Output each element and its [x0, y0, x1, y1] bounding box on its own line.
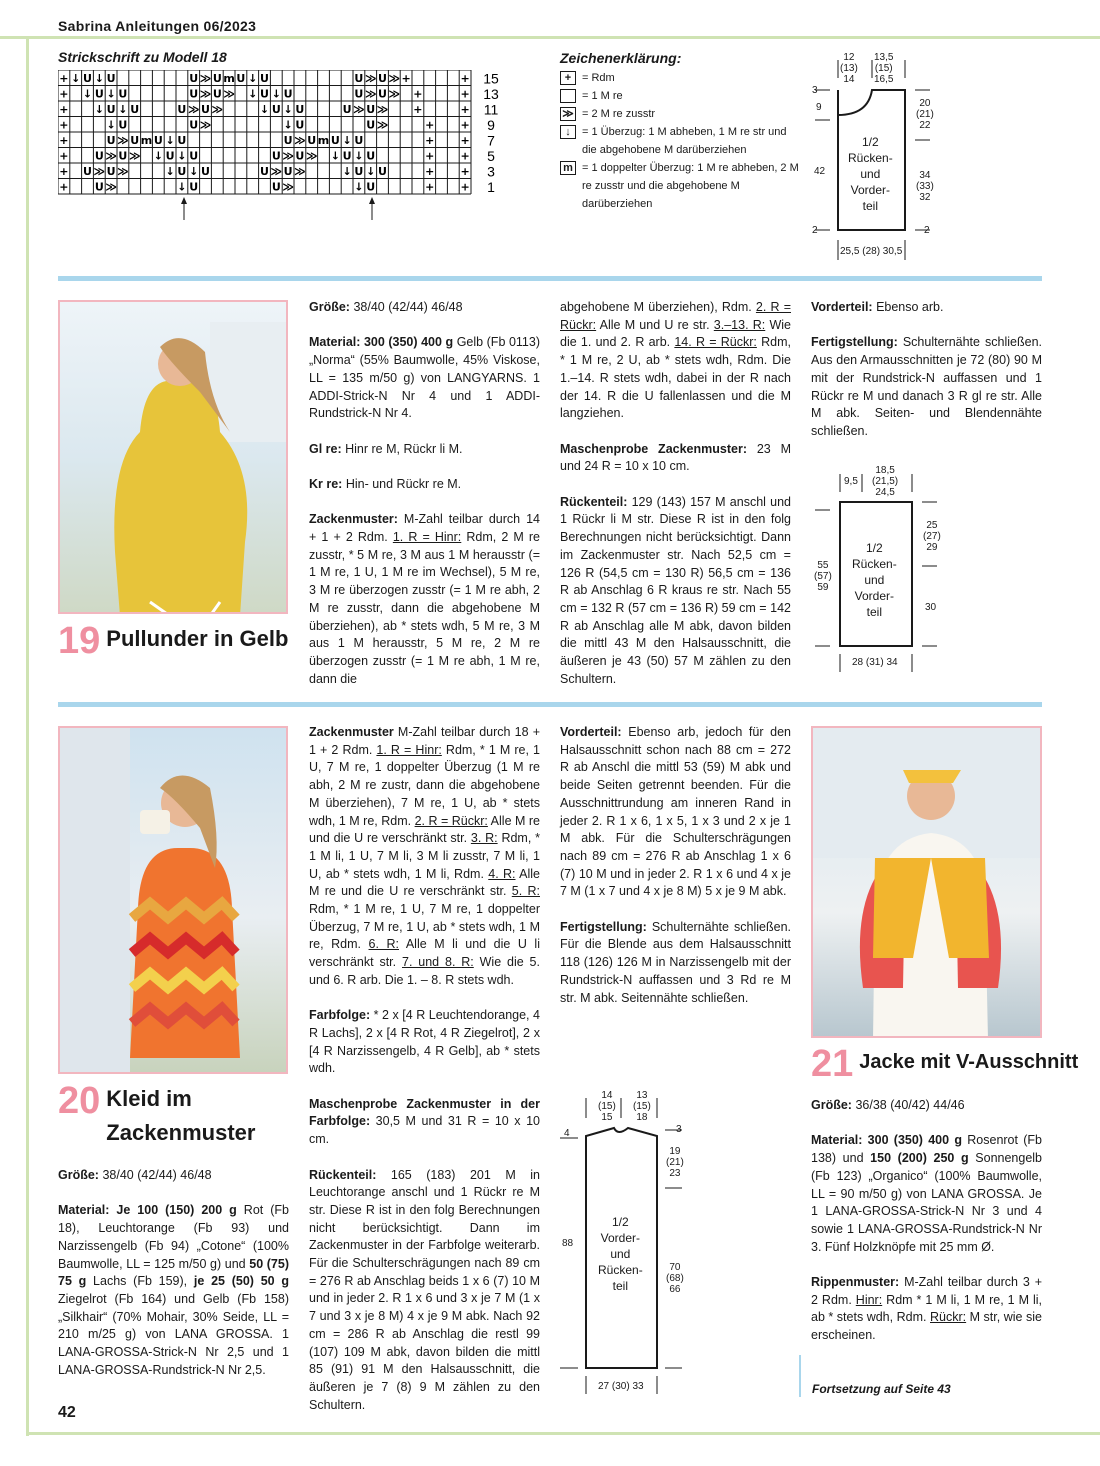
- paragraph: Rippenmuster: M-Zahl teilbar durch 3 + 2 Rdm. Hinr: Rdm * 1 M li, 1 M re, 1 M li, ab * stets wdh, Rdm. Rückr: M str, wie sie erscheinen.: [811, 1275, 1043, 1343]
- paragraph: Zackenmuster: M-Zahl teilbar durch 14 + 1 + 2 Rdm. 1. R = Hinr: Rdm, 2 M re zusstr, * 5 M re, 3 M aus 1 M herausstr (= 1 M re, 1 U, 1 M re im Wechsel), 5 M re, 3 M re überzogen zusstr (= 1 M re abh, 2 M re zusstr, dann die abgehobene M überziehen), ab * stets wdh, 5 M re, 3 M aus 1 M herausstr, 5 M re, 2 M re überzogen zusstr (= 1 M re abh, 1 M re, dann die: [309, 512, 541, 686]
- chart-symbol: ≫: [364, 72, 377, 85]
- chart-symbol: U: [212, 87, 222, 101]
- page-number: 42: [58, 1404, 76, 1421]
- chart-symbol: ↓: [165, 165, 175, 178]
- chart-symbol: ≫: [294, 165, 306, 178]
- photo-model-19: [58, 300, 288, 614]
- schematic-model-19: 9,5 18,5 (21,5) 24,5 55 (57) 59 25 (27) 29 30 28 (31) 34 1/2 Rücken- und Vorder- teil: [814, 465, 941, 668]
- chart-symbol: U: [212, 72, 222, 85]
- chart-row-number: 15: [483, 70, 499, 87]
- chart-symbol: U: [260, 87, 269, 101]
- chart-symbol: U: [295, 103, 305, 116]
- chart-row-number: 9: [487, 117, 495, 133]
- edge-stitch-icon: +: [560, 71, 576, 85]
- chart-symbol: +: [425, 165, 435, 178]
- chart-symbol: U: [354, 134, 364, 147]
- chart-symbol: U: [271, 149, 281, 163]
- chart-symbol: +: [425, 180, 435, 194]
- chart-symbol: +: [59, 118, 69, 132]
- knitting-chart: [58, 70, 518, 225]
- chart-symbol: ≫: [376, 118, 389, 132]
- chart-symbol: ≫: [93, 165, 106, 178]
- chart-symbol: ≫: [117, 165, 129, 178]
- chart-symbol: ↓: [106, 87, 116, 101]
- chart-symbol: ↓: [94, 72, 104, 85]
- chart-symbol: U: [330, 134, 340, 147]
- model-19-column-2: [560, 299, 791, 688]
- paragraph: Vorderteil: Ebenso arb, jedoch für den Halsausschnitt schon nach 88 cm = 272 R ab Anschl die mittl 53 (59) M abk und beide Seiten getrennt beenden. Für die Ausschnittrundung am inneren Rand in jeder 2. R 1 x 6, 1 x 5, 1 x 3 und 2 x je 1 M abk. Für die Schulterschrägungen nach 89 cm = 276 R ab Anschlag 1 x 6 (7) 10 M und in jeder 2. R 1 x 6 und 4 x je 7 M (1 x 7 und 4 x je 8 M) 5 x je 9 M abk.: [560, 725, 791, 899]
- model-19-column-3: [811, 299, 1042, 441]
- chart-row-number: 5: [487, 148, 495, 164]
- chart-symbol: ≫: [388, 87, 401, 101]
- chart-symbol: ↓: [189, 165, 199, 178]
- section-divider: [58, 276, 1042, 281]
- chart-symbol: +: [460, 87, 470, 101]
- chart-symbol: U: [94, 180, 104, 194]
- chart-symbol: U: [260, 165, 269, 178]
- chart-symbol: ↓: [177, 180, 187, 194]
- chart-symbol: ≫: [199, 72, 212, 85]
- chart-symbol: U: [271, 180, 281, 194]
- schematic-label: 1/2 Vorder- und Rücken- teil: [598, 1215, 643, 1293]
- chart-symbol: U: [83, 165, 92, 178]
- chart-symbol: +: [460, 165, 470, 178]
- photo-model-21: [811, 726, 1042, 1038]
- chart-symbol: U: [283, 87, 293, 101]
- legend-item: ≫ = 2 M re zusstr: [560, 105, 800, 123]
- chart-symbol: +: [59, 134, 69, 147]
- chart-symbol: ≫: [282, 180, 294, 194]
- chart-symbol: ≫: [199, 87, 212, 101]
- chart-symbol: ↓: [283, 118, 293, 132]
- legend-item: + = Rdm: [560, 69, 800, 87]
- chart-title: Strickschrift zu Modell 18: [58, 49, 227, 65]
- model-20-title: [58, 1082, 255, 1150]
- chart-symbol: ≫: [105, 149, 117, 163]
- chart-symbol: ≫: [376, 103, 389, 116]
- paragraph: Material: Je 100 (150) 200 g Rot (Fb 18), Leuchtorange (Fb 93) und Narzissengelb (Fb 94) „Cotone“ (100% Baumwolle, LL = 125 m/50 g) und 50 (75) 75 g Lachs (Fb 159), je 25 (50) 50 g Ziegelrot (Fb 164) und Gelb (Fb 158) „Silkhair“ (70% Mohair, 30% Seide, LL = 210 m/25 g) von LANA GROSSA. 1 LANA-GROSSA-Strick-N Nr 2,5 und 1 LANA-GROSSA-Rundstrick-N Nr 2,5.: [58, 1203, 290, 1377]
- paragraph: Zackenmuster M-Zahl teilbar durch 18 + 1 + 2 Rdm. 1. R = Hinr: Rdm, * 1 M re, 1 U, 7 M re, 1 doppelter Überzug (1 M re abh, 2 M re zustr, dann die abgehobene M überziehen), 7 M re, 1 U, ab * stets wdh, 1 M re, Rdm. 2. R = Rückr: Alle M re und die U re verschränkt str. 3. R: Rdm, * 1 M li, 1 U, 7 M li, 3 M li zusstr, 7 M li, 1 U, ab * stets wdh, 1 M li, Rdm. 4. R: Alle M re und die U re verschränkt str. 5. R: Rdm, * 1 M re, 1 U, 7 M re, 1 doppelter Überzug, 7 M re, 1 U, ab * stets wdh, 1 M re, Rdm. 6. R: Alle M li und die U li verschränkt str. 7. und 8. R: Wie die 5. und 6. R arb. Die 1. – 8. R stets wdh.: [309, 725, 540, 987]
- chart-symbol: U: [165, 149, 175, 163]
- paragraph: Vorderteil: Ebenso arb.: [811, 300, 944, 314]
- chart-symbol: ≫: [187, 103, 200, 116]
- chart-symbol: m: [140, 134, 153, 147]
- chart-symbol: m: [317, 134, 330, 147]
- chart-symbol: +: [460, 72, 470, 85]
- chart-symbol: +: [59, 165, 69, 178]
- chart-symbol: ≫: [270, 165, 283, 178]
- chart-symbol: ↓: [330, 149, 340, 163]
- chart-row-number: 13: [483, 86, 499, 102]
- chart-symbol: U: [283, 165, 293, 178]
- chart-symbol: U: [118, 118, 128, 132]
- chart-symbol: ≫: [353, 103, 365, 116]
- chart-symbol: ≫: [105, 180, 117, 194]
- chart-symbol: ↓: [342, 165, 352, 178]
- chart-symbol: U: [94, 149, 104, 163]
- paragraph: Maschenprobe Zackenmuster: 23 M und 24 R = 10 x 10 cm.: [560, 441, 791, 474]
- chart-symbol: ↓: [106, 118, 116, 132]
- chart-row-number: 7: [487, 132, 495, 149]
- chart-symbol: U: [342, 103, 352, 116]
- model-21-column: [811, 1097, 1042, 1345]
- paragraph: Fertigstellung: Schulternähte schließen. Für die Blende aus dem Halsausschnitt 118 (126) 126 M in Narzissengelb mit der Rundstrick-N auffassen und 3 Rd re M str. M abk. Seitennähte schließen.: [560, 919, 791, 1005]
- chart-symbol: ↓: [259, 103, 270, 116]
- model-number: 21: [811, 1043, 854, 1085]
- model-20-column-3: [560, 724, 791, 1007]
- schematic-model-18: 12 (13) 14 13,5 (15) 16,5 3 9 42 2 20 (21) 22 34 (33) 32 2 25,5 (28) 30,5 1/2 Rücken- und Vorder- teil: [800, 50, 940, 265]
- chart-symbol: +: [460, 118, 470, 132]
- chart-symbol: U: [307, 134, 317, 147]
- page-frame-top: [0, 36, 1100, 39]
- chart-symbol: ≫: [364, 87, 377, 101]
- chart-symbol: U: [366, 180, 376, 194]
- chart-symbol: U: [106, 72, 116, 85]
- paragraph: Größe: 38/40 (42/44) 46/48: [309, 300, 463, 314]
- schematic-label: 1/2 Rücken- und Vorder- teil: [848, 135, 893, 213]
- chart-symbol: ↓: [118, 103, 128, 116]
- chart-symbol: +: [425, 134, 435, 147]
- chart-symbol: U: [130, 134, 140, 147]
- chart-symbol: +: [460, 149, 470, 163]
- chart-symbol: ≫: [211, 103, 224, 116]
- paragraph: Gl re: Hinr re M, Rückr li M.: [309, 441, 463, 456]
- chart-symbol: U: [83, 72, 92, 85]
- legend-item: ↓ = 1 Überzug: 1 M abheben, 1 M re str und die abgehobene M darüberziehen: [560, 123, 800, 159]
- paragraph: abgehobene M überziehen), Rdm. 2. R = Rückr: Alle M und U re str. 3.–13. R: Wie die 1. und 2. R arb. 14. R = Rückr: Rdm, * 1 M re, 2 U, ab * stets wdh, Rdm. Die 1.–14. R stets wdh, dabei in der R nach der 14. R die U fallenlassen und die M langziehen.: [560, 300, 791, 421]
- chart-symbol: ↓: [71, 72, 81, 85]
- chart-symbol: +: [59, 103, 69, 116]
- chart-row-number: 3: [487, 163, 495, 180]
- chart-symbol: ↓: [271, 87, 281, 101]
- model-21-title: [811, 1045, 1078, 1083]
- chart-row-number: 1: [487, 179, 495, 195]
- paragraph: Rückenteil: 165 (183) 201 M in Leuchtorange anschl und 1 Rückr re M str. Diese R ist in den folg Berechnungen nicht berücksichtigt. Dann im Zackenmuster in der Farbfolge weiterarb. Für die Schulterschrägungen nach 89 cm = 276 R ab Anschlag beids 1 x 6 (7) 10 M und in jeder 2. R 1 x 6 und 3 x je 7 M (1 x 7 und 3 x je 8 M) 4 x je 9 M abk. Nach 92 cm = 286 R ab Anschlag die restl 99 (107) 109 M abk, davon bilden die mittl 85 (91) 91 M den Halsausschnitt, die äußeren je 7 (8) 9 M zählen zu den Schultern.: [309, 1167, 540, 1412]
- chart-symbol: +: [59, 180, 69, 194]
- chart-symbol: U: [106, 103, 116, 116]
- double-decrease-icon: m: [560, 161, 576, 175]
- model-name: Kleid im Zackenmuster: [106, 1086, 256, 1145]
- decrease-icon: ≫: [560, 107, 576, 121]
- chart-symbol: +: [59, 149, 69, 163]
- chart-symbol: U: [189, 87, 199, 101]
- chart-symbol: ↓: [342, 134, 352, 147]
- chart-symbol: U: [118, 87, 128, 101]
- chart-symbol: ↓: [248, 72, 258, 85]
- chart-symbol: U: [153, 134, 163, 147]
- chart-symbol: U: [366, 149, 376, 163]
- chart-symbol: U: [354, 72, 364, 85]
- chart-symbol: U: [201, 165, 210, 178]
- chart-symbol: U: [189, 180, 199, 194]
- chart-symbol: m: [223, 72, 235, 85]
- model-20-column-1: [58, 1167, 289, 1379]
- chart-symbol: U: [189, 149, 199, 163]
- legend-item: m = 1 doppelter Überzug: 1 M re abheben, 2 M re zusstr und die abgehobene M darüberziehen: [560, 159, 800, 213]
- chart-symbol: U: [378, 72, 387, 85]
- paragraph: Material: 300 (350) 400 g Rosenrot (Fb 138) und 150 (200) 250 g Sonnengelb (Fb 123) „Organico“ (100% Baumwolle, LL = 90 m/50 g) von LANA GROSSA. Je 1 LANA-GROSSA-Strick-N Nr 3 und 4 sowie 1 LANA-GROSSA-Rundstrick-N Nr 3. Fünf Holzknöpfe mit 25 mm Ø.: [811, 1133, 1043, 1254]
- chart-symbol: +: [401, 72, 411, 85]
- chart-symbol: U: [118, 149, 128, 163]
- chart-symbol: U: [354, 165, 364, 178]
- chart-symbol: ↓: [94, 103, 104, 116]
- legend-item: = 1 M re: [560, 87, 800, 105]
- chart-symbol: ↓: [366, 165, 376, 178]
- chart-symbol: ≫: [128, 149, 141, 163]
- chart-symbol: ≫: [388, 72, 401, 85]
- chart-symbol: U: [177, 165, 187, 178]
- magazine-header: Sabrina Anleitungen 06/2023: [58, 18, 257, 34]
- legend-title: Zeichenerklärung:: [560, 50, 682, 66]
- model-20-column-2: [309, 724, 540, 1414]
- chart-symbol: ↓: [354, 180, 364, 194]
- chart-symbol: +: [460, 103, 470, 116]
- chart-symbol: U: [342, 149, 352, 163]
- chart-symbol: U: [130, 103, 140, 116]
- chart-symbol: U: [106, 134, 116, 147]
- model-19-column-1: [309, 299, 540, 688]
- chart-symbol: U: [201, 103, 210, 116]
- chart-symbol: ↓: [248, 87, 258, 101]
- paragraph: Rückenteil: 129 (143) 157 M anschl und 1 Rückr li M str. Diese R ist in den folg Berechnungen nicht berücksichtigt. Dann im Zackenmuster str. Nach 52,5 cm = 126 R (54,5 cm = 130 R) 56,5 cm = 136 R ab Anschlag 6 R kraus re str. Nach 55 cm = 132 R (57 cm = 136 R) 59 cm = 142 R ab Anschlag alle M abk, davon bilden die mittl 43 M den Halsausschnitt, die äußeren je 43 (50) 57 M zählen zu den Schultern.: [560, 494, 791, 686]
- model-number: 19: [58, 620, 101, 662]
- chart-symbol: ≫: [294, 134, 306, 147]
- chart-symbol: U: [378, 87, 387, 101]
- chart-symbol: ↓: [82, 87, 93, 101]
- paragraph: Fertigstellung: Schulternähte schließen. Aus den Armausschnitten je 72 (80) 90 M mit der Rundstrick-N auffassen und 1 Rückr re M und danach 3 R gl re str. Alle M abk. Seiten- und Blendennähte schließen.: [811, 335, 1042, 438]
- chart-symbol: U: [236, 72, 246, 85]
- chart-symbol: U: [260, 72, 269, 85]
- model-name: Pullunder in Gelb: [106, 626, 289, 651]
- knit-stitch-icon: [560, 89, 576, 103]
- page-frame-left: [26, 36, 29, 1436]
- chart-symbol: +: [425, 149, 435, 163]
- schematic-model-20: 14 (15) 15 13 (15) 18 4 88 3 19 (21) 23 70 (68) 66 27 (30) 33 1/2 Vorder- und Rücken- teil: [562, 1090, 684, 1392]
- chart-symbol: +: [460, 134, 470, 147]
- chart-symbol: ≫: [223, 87, 235, 101]
- paragraph: Maschenprobe Zackenmuster in der Farbfolge: 30,5 M und 31 R = 10 x 10 cm.: [309, 1096, 540, 1147]
- chart-symbol: U: [177, 103, 187, 116]
- paragraph: Material: 300 (350) 400 g Gelb (Fb 0113) „Norma“ (55% Baumwolle, 45% Viskose, LL = 135 m/50 g) von LANGYARNS. 1 ADDI-Strick-N Nr 4 und 1 ADDI-Rundstrick-N Nr 4.: [309, 335, 540, 421]
- column-rule: [799, 1355, 801, 1397]
- chart-symbol: ≫: [199, 118, 212, 132]
- chart-symbol: U: [271, 103, 281, 116]
- symbol-legend: [560, 49, 800, 213]
- schematic-label: 1/2 Rücken- und Vorder- teil: [852, 541, 897, 619]
- section-divider: [58, 702, 1042, 707]
- chart-symbol: U: [189, 72, 199, 85]
- chart-symbol: ↓: [153, 149, 163, 163]
- chart-symbol: U: [295, 118, 305, 132]
- model-name: Jacke mit V-Ausschnitt: [859, 1051, 1079, 1073]
- chart-symbol: U: [283, 134, 293, 147]
- paragraph: Kr re: Hin- und Rückr re M.: [309, 476, 462, 491]
- chart-symbol: ≫: [282, 149, 294, 163]
- chart-symbol: ↓: [165, 134, 175, 147]
- chart-symbol: ↓: [177, 149, 187, 163]
- chart-symbol: U: [366, 118, 376, 132]
- page-frame-bottom: [26, 1432, 1100, 1435]
- chart-symbol: U: [295, 149, 305, 163]
- model-number: 20: [58, 1080, 101, 1122]
- paragraph: Farbfolge: * 2 x [4 R Leuchtendorange, 4 R Lachs], 2 x [4 R Rot, 4 R Ziegelrot], 2 x [4 R Narzissengelb, 4 R Gelb], ab * stets wdh.: [309, 1008, 540, 1076]
- slip-decrease-icon: ↓: [560, 125, 576, 139]
- chart-symbol: U: [354, 87, 364, 101]
- chart-symbol: U: [366, 103, 376, 116]
- paragraph: Größe: 38/40 (42/44) 46/48: [58, 1168, 212, 1182]
- chart-symbol: U: [378, 165, 387, 178]
- chart-symbol: ↓: [354, 149, 364, 163]
- continued-note: Fortsetzung auf Seite 43: [812, 1382, 951, 1396]
- chart-symbol: ↓: [283, 103, 293, 116]
- chart-symbol: ≫: [117, 134, 129, 147]
- chart-row-number: 11: [483, 101, 499, 118]
- chart-symbol: ≫: [305, 149, 318, 163]
- chart-symbol: +: [59, 87, 69, 101]
- chart-symbol: U: [189, 118, 199, 132]
- chart-symbol: +: [425, 118, 435, 132]
- paragraph: Größe: 36/38 (40/42) 44/46: [811, 1098, 965, 1112]
- chart-symbol: U: [177, 134, 187, 147]
- model-19-title: [58, 622, 288, 660]
- chart-symbol: +: [413, 87, 423, 101]
- photo-model-20: [58, 726, 288, 1074]
- chart-symbol: +: [59, 72, 69, 85]
- chart-symbol: U: [94, 87, 104, 101]
- chart-symbol: U: [106, 165, 116, 178]
- chart-symbol: +: [460, 180, 470, 194]
- chart-symbol: +: [413, 103, 423, 116]
